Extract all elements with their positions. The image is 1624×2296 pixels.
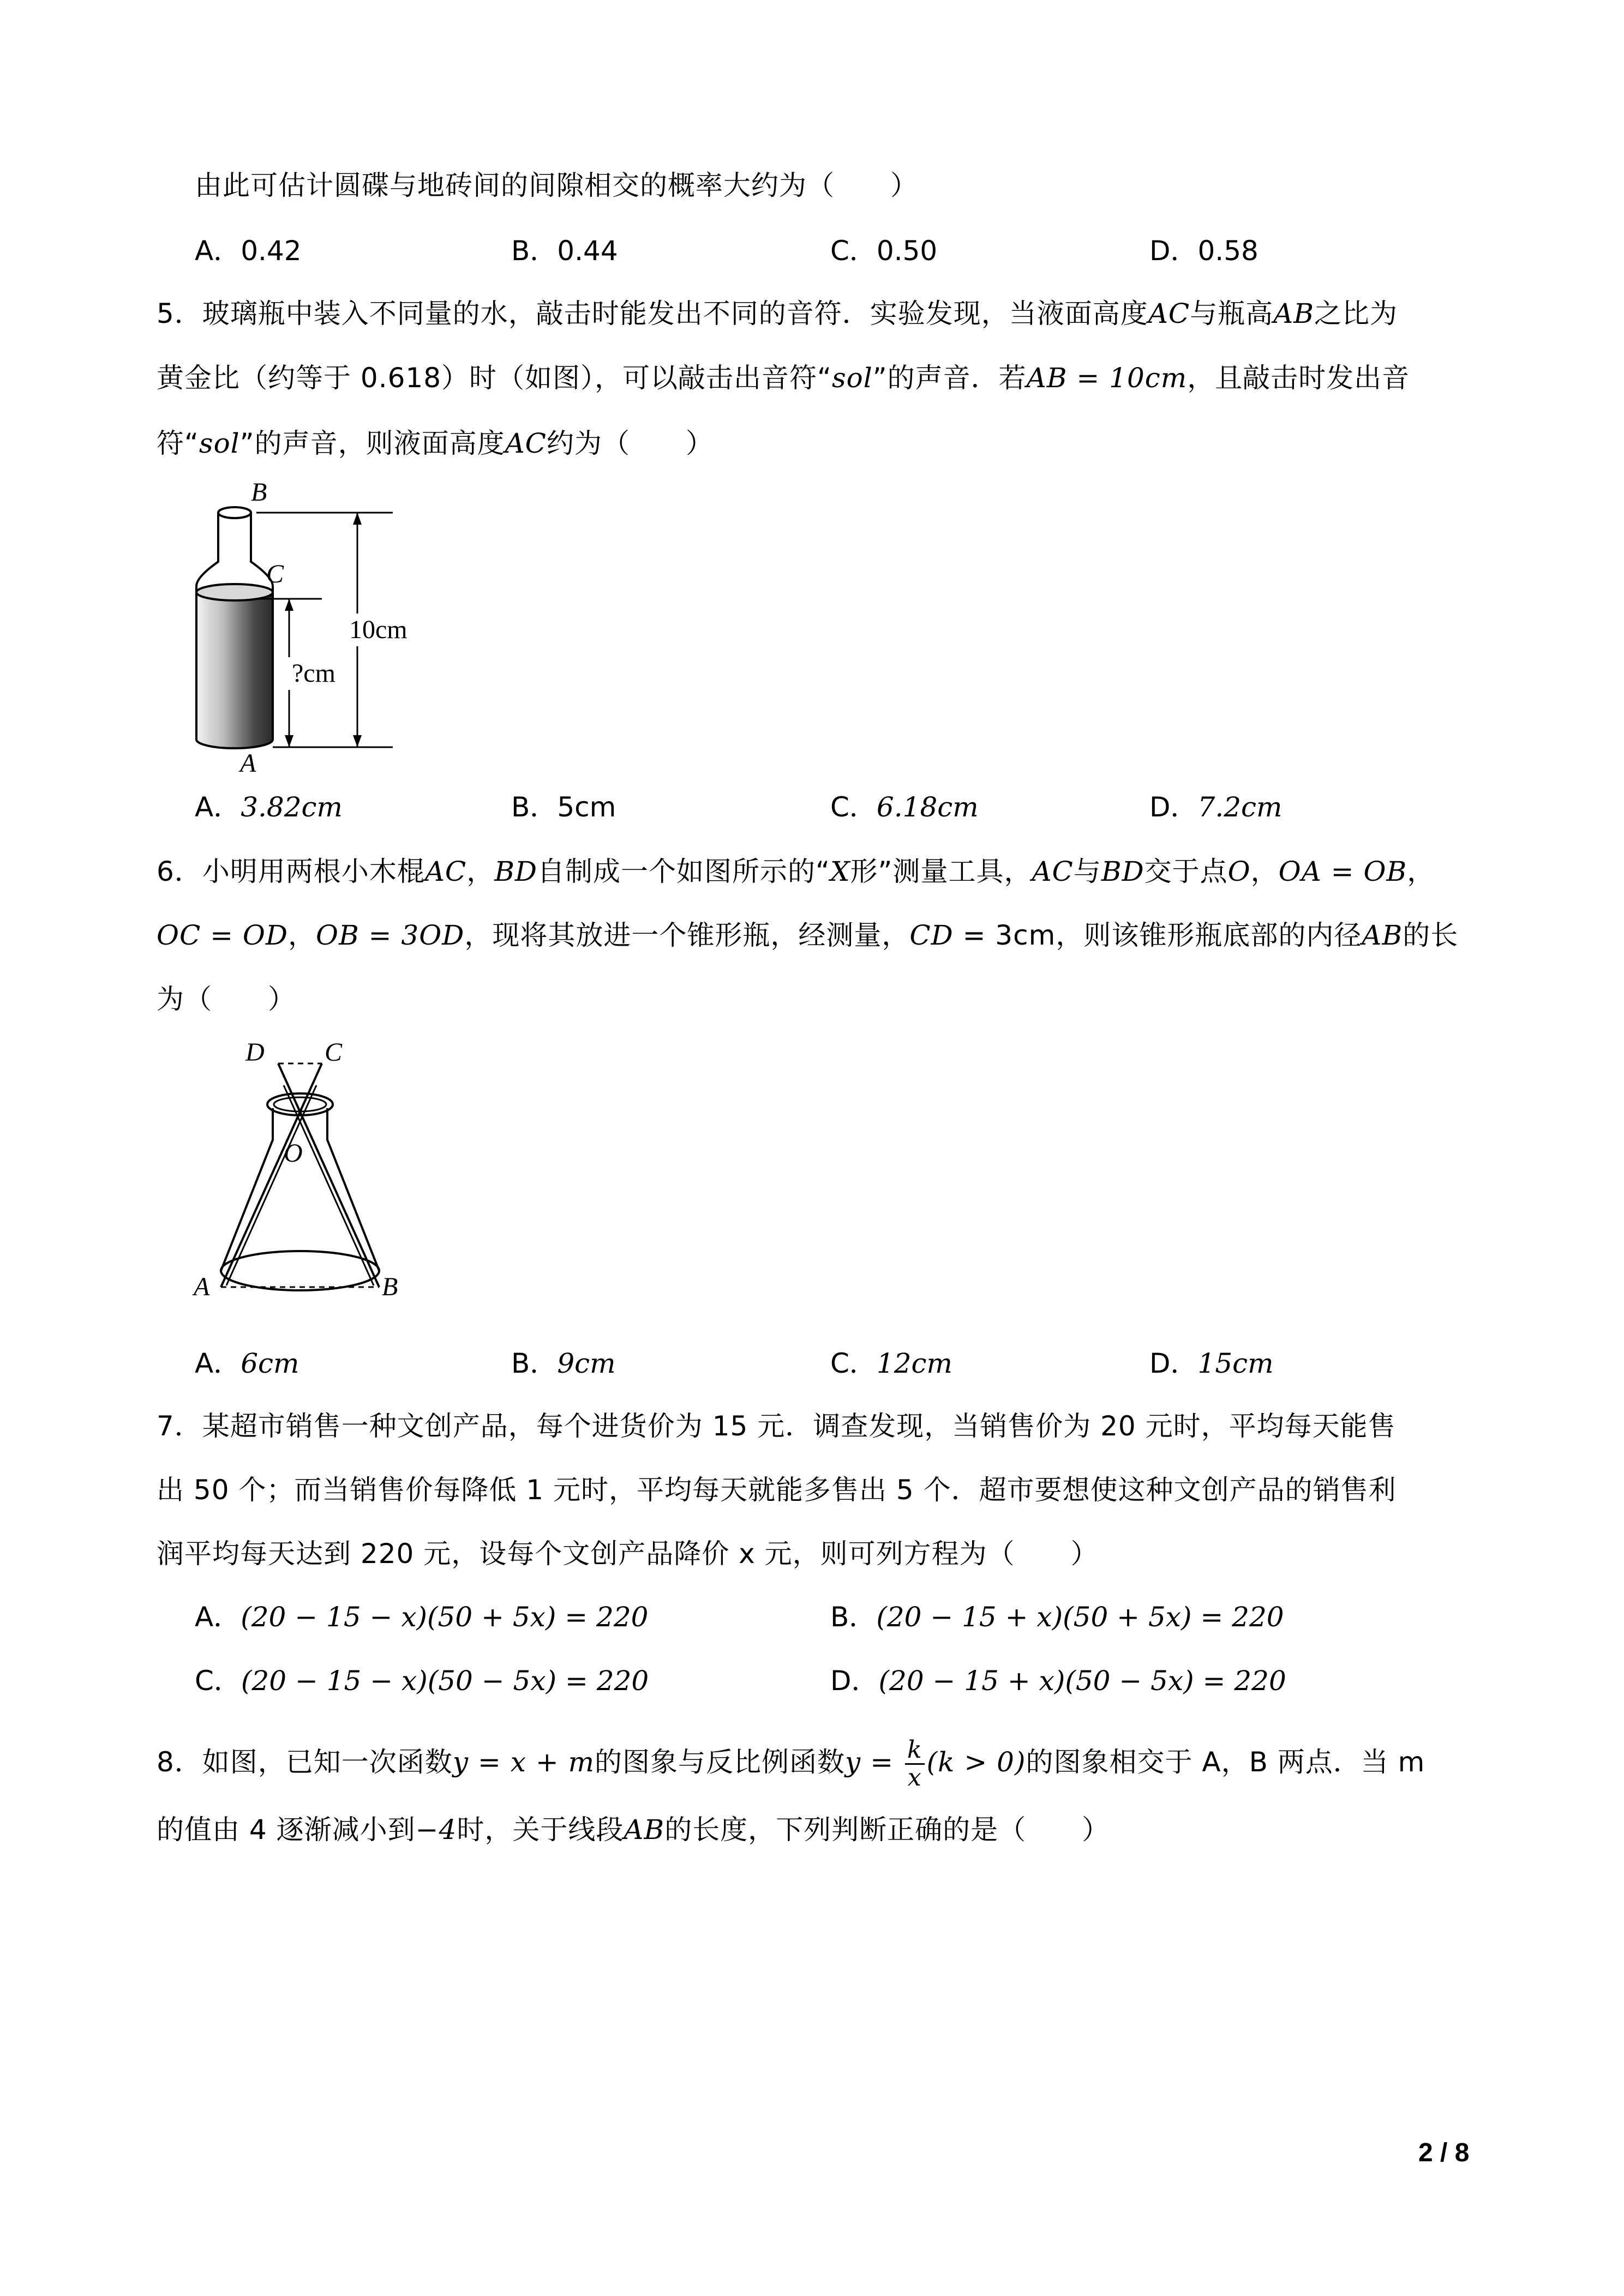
q6-line-3: 为（ ） (157, 983, 296, 1015)
q7-option-d: D．(20 − 15 + x)(50 − 5x) = 220 (830, 1665, 1286, 1697)
q7-line-1: 7．某超市销售一种文创产品，每个进货价为 15 元．调查发现，当销售价为 20 元时，平均每天能售 (157, 1410, 1396, 1442)
bottle-mouth (218, 507, 251, 518)
page-number: 2 / 8 (1418, 2138, 1470, 2167)
bottle-figure (185, 474, 469, 780)
q5-option-c: C．6.18cm (830, 791, 979, 823)
q4-option-b: B．0.44 (511, 235, 618, 267)
flask-base (221, 1251, 379, 1290)
q6-line-1: 6．小明用两根小木棍AC，BD自制成一个如图所示的“X形”测量工具，AC与BD交于点O，OA = OB， (157, 856, 1435, 887)
fraction-k-over-x: $\frac{k}{x}$ (905, 1737, 925, 1791)
q4-option-c: C．0.50 (830, 235, 938, 267)
label-b: B (251, 478, 267, 507)
q6-option-a: A．6cm (195, 1348, 299, 1379)
q7-option-b: B．(20 − 15 + x)(50 + 5x) = 220 (830, 1601, 1284, 1633)
q7-line-3: 润平均每天达到 220 元，设每个文创产品降价 x 元，则可列方程为（ ） (157, 1538, 1099, 1570)
q6-option-b: B．9cm (511, 1348, 616, 1379)
bottle-water (196, 592, 273, 748)
q5-option-d: D．7.2cm (1149, 791, 1283, 823)
bottle-shoulder (196, 513, 273, 592)
label-d: D (245, 1038, 265, 1067)
q4-option-a: A．0.42 (195, 235, 302, 267)
q5-option-b: B．5cm (511, 791, 616, 823)
q6-option-d: D．15cm (1149, 1348, 1274, 1379)
label-a: A (194, 1272, 210, 1301)
label-10cm: 10cm (349, 615, 408, 644)
label-o: O (284, 1139, 303, 1168)
q6-option-c: C．12cm (830, 1348, 952, 1379)
q4-option-d: D．0.58 (1149, 235, 1259, 267)
stick-ac (221, 1063, 322, 1287)
q7-option-a: A．(20 − 15 − x)(50 + 5x) = 220 (195, 1601, 649, 1633)
q6-line-2: OC = OD，OB = 3OD，现将其放进一个锥形瓶，经测量，CD = 3cm，则该锥形瓶底部的内径AB的长 (157, 919, 1459, 951)
label-a: A (240, 749, 256, 778)
stick-bd (278, 1063, 379, 1287)
q5-line-2: 黄金比（约等于 0.618）时（如图），可以敲击出音符“sol”的声音．若AB = 10cm，且敲击时发出音 (157, 362, 1410, 394)
flask-figure (191, 1031, 420, 1314)
q5-line-1: 5．玻璃瓶中装入不同量的水，敲击时能发出不同的音符．实验发现，当液面高度AC与瓶高AB之比为 (157, 298, 1398, 329)
label-c: C (266, 560, 284, 588)
q7-option-c: C．(20 − 15 − x)(50 − 5x) = 220 (195, 1665, 649, 1697)
q7-line-2: 出 50 个；而当销售价每降低 1 元时，平均每天就能多售出 5 个．超市要想使这种文创产品的销售利 (157, 1474, 1397, 1506)
label-b: B (382, 1272, 398, 1301)
q5-line-3: 符“sol”的声音，则液面高度AC约为（ ） (157, 428, 714, 459)
q8-line-1: 8．如图，已知一次函数y = x + m的图象与反比例函数y = $\frac{k}{x}$ (k > 0)的图象相交于 A，B 两点．当 m (157, 1736, 1425, 1792)
label-c: C (325, 1038, 343, 1067)
q4-tail-text: 由此可估计圆碟与地砖间的间隙相交的概率大约为（ ） (195, 170, 918, 201)
label-qcm: ?cm (292, 659, 335, 688)
q5-option-a: A．3.82cm (195, 791, 343, 823)
q8-line-2: 的值由 4 逐渐减小到−4时，关于线段AB的长度，下列判断正确的是（ ） (157, 1814, 1110, 1846)
